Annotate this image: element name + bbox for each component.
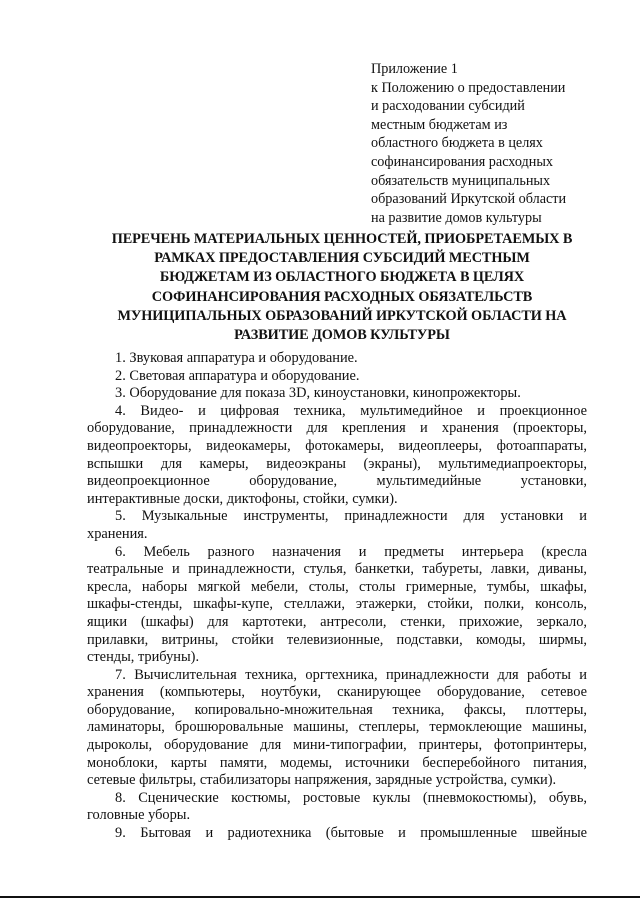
list-item-8-line: головные уборы. bbox=[87, 807, 191, 824]
title-line: БЮДЖЕТАМ ИЗ ОБЛАСТНОГО БЮДЖЕТА В ЦЕЛЯХ bbox=[159, 269, 525, 286]
list-item-1-line: 1. Звуковая аппаратура и оборудование. bbox=[115, 350, 358, 366]
list-item-6-line: 6. Мебель разного назначения и предметы интерьера (кресла bbox=[115, 543, 587, 560]
appendix-line: и расходовании субсидий bbox=[371, 98, 525, 115]
list-item-7-line: хранения (компьютеры, ноутбуки, сканирующее оборудование, сетевое bbox=[87, 684, 587, 701]
list-item-7-line: 7. Вычислительная техника, оргтехника, принадлежности для работы и bbox=[115, 666, 587, 683]
list-item-6-line: театральные и принадлежности, стулья, банкетки, табуреты, лавки, диваны, bbox=[87, 561, 587, 578]
appendix-line: Приложение 1 bbox=[371, 61, 458, 77]
title-line: РАЗВИТИЕ ДОМОВ КУЛЬТУРЫ bbox=[234, 327, 450, 344]
appendix-line: образований Иркутской области bbox=[371, 191, 567, 208]
appendix-line: местным бюджетам из bbox=[371, 116, 508, 133]
list-item-6-line: стенды, трибуны). bbox=[87, 649, 200, 666]
list-item-7-line: оборудование, копировально-множительная техника, факсы, плоттеры, bbox=[87, 701, 587, 718]
list-item-3-line: 3. Оборудование для показа 3D, киноустановки, кинопрожекторы. bbox=[115, 385, 521, 402]
list-item-4-line: оборудование, принадлежности для крепления и хранения (проекторы, bbox=[87, 420, 587, 437]
list-item-7-line: сетевые фильтры, стабилизаторы напряжения, зарядные устройства, сумки). bbox=[87, 772, 557, 789]
page-bottom-border bbox=[0, 896, 640, 898]
list-item-8-line: 8. Сценические костюмы, ростовые куклы (пневмокостюмы), обувь, bbox=[115, 789, 587, 806]
list-item-2-line: 2. Световая аппаратура и оборудование. bbox=[115, 367, 360, 384]
appendix-note bbox=[371, 60, 601, 227]
list-body bbox=[87, 350, 587, 843]
list-item-6-line: ящики (шкафы) для картотеки, антресоли, стенки, прихожие, зеркало, bbox=[87, 613, 587, 630]
appendix-line: обязательств муниципальных bbox=[371, 172, 551, 189]
list-item-5-line: хранения. bbox=[87, 525, 148, 542]
list-item-7-line: ламинаторы, брошюровальные машины, степлеры, термоклеющие машины, bbox=[87, 719, 587, 736]
list-item-5-line: 5. Музыкальные инструменты, принадлежности для установки и bbox=[115, 508, 587, 525]
appendix-line: софинансирования расходных bbox=[371, 153, 553, 170]
list-item-7-line: дыроколы, оборудование для мини-типографии, принтеры, фотопринтеры, bbox=[87, 737, 587, 754]
appendix-line: на развитие домов культуры bbox=[371, 209, 542, 226]
list-item-6-line: прилавки, витрины, стойки телевизионные, подставки, комоды, ширмы, bbox=[87, 631, 587, 648]
title-line: РАМКАХ ПРЕДОСТАВЛЕНИЯ СУБСИДИЙ МЕСТНЫМ bbox=[154, 250, 530, 267]
title-line: СОФИНАНСИРОВАНИЯ РАСХОДНЫХ ОБЯЗАТЕЛЬСТВ bbox=[151, 288, 533, 305]
document-title bbox=[88, 230, 596, 345]
list-item-4-line: видеопроекционное оборудование, мультимедийные установки, bbox=[87, 473, 587, 490]
appendix-line: к Положению о предоставлении bbox=[371, 79, 566, 96]
title-line: ПЕРЕЧЕНЬ МАТЕРИАЛЬНЫХ ЦЕННОСТЕЙ, ПРИОБРЕТАЕМЫХ В bbox=[111, 231, 573, 247]
list-item-6-line: шкафы-стенды, шкафы-купе, стеллажи, этажерки, стойки, полки, консоль, bbox=[87, 596, 587, 613]
list-item-4-line: 4. Видео- и цифровая техника, мультимедийное и проекционное bbox=[115, 402, 587, 419]
list-item-7-line: моноблоки, карты памяти, модемы, источники бесперебойного питания, bbox=[87, 754, 587, 771]
appendix-line: областного бюджета в целях bbox=[371, 135, 543, 152]
list-item-4-line: вспышки для камеры, видеоэкраны (экраны), мультимедиапроекторы, bbox=[87, 455, 587, 472]
list-item-9-line: 9. Бытовая и радиотехника (бытовые и промышленные швейные bbox=[115, 825, 587, 842]
title-line: МУНИЦИПАЛЬНЫХ ОБРАЗОВАНИЙ ИРКУТСКОЙ ОБЛАСТИ НА bbox=[117, 307, 567, 324]
list-item-4-line: видеопроекторы, видеокамеры, фотокамеры, видеоплееры, фотоаппараты, bbox=[87, 437, 587, 454]
list-item-4-line: интерактивные доски, диктофоны, стойки, сумки). bbox=[87, 490, 398, 507]
list-item-6-line: кресла, наборы мягкой мебели, столы, столы гримерные, тумбы, шкафы, bbox=[87, 578, 587, 595]
